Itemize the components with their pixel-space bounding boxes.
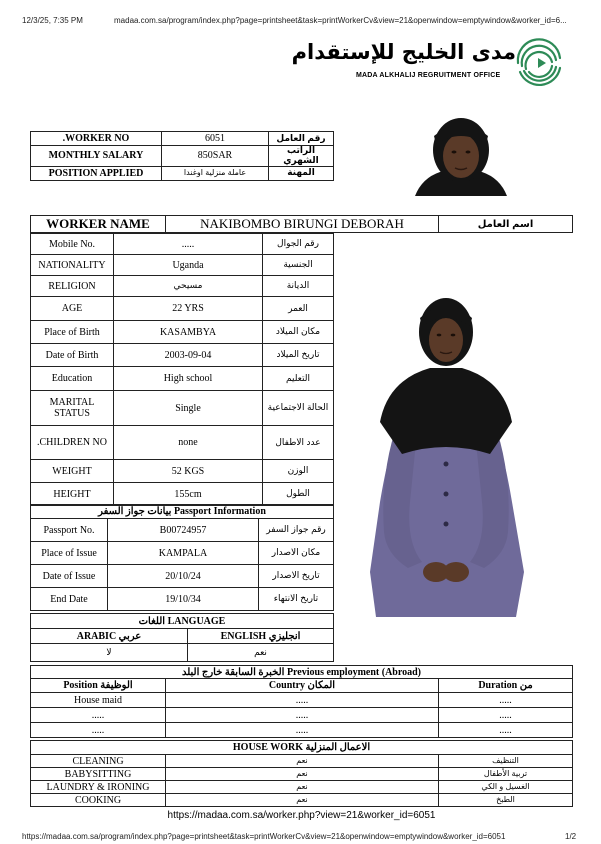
weight-label: WEIGHT bbox=[31, 460, 114, 483]
emp-position: House maid bbox=[31, 693, 166, 708]
cleaning-value: نعم bbox=[166, 755, 439, 768]
emp-duration: ..... bbox=[439, 693, 573, 708]
babysitting-value: نعم bbox=[166, 768, 439, 781]
end-date-value: 19/10/34 bbox=[108, 588, 259, 611]
education-value: High school bbox=[114, 367, 263, 391]
table-row bbox=[31, 693, 573, 708]
table-row bbox=[31, 723, 573, 738]
mobile-label: Mobile No. bbox=[31, 234, 114, 255]
worker-name-value: NAKIBOMBO BIRUNGI DEBORAH bbox=[166, 216, 439, 233]
marital-ar: الحالة الاجتماعية bbox=[263, 391, 334, 426]
details-row bbox=[31, 391, 334, 426]
position-ar: المهنة bbox=[269, 166, 334, 180]
education-ar: التعليم bbox=[263, 367, 334, 391]
issue-date-label: Date of Issue bbox=[31, 565, 108, 588]
passport-row bbox=[31, 588, 334, 611]
details-row bbox=[31, 297, 334, 321]
cooking-value: نعم bbox=[166, 794, 439, 807]
age-value: 22 YRS bbox=[114, 297, 263, 321]
worker-no-ar: رقم العامل bbox=[269, 132, 334, 146]
cleaning-label: CLEANING bbox=[31, 755, 166, 768]
height-value: 155cm bbox=[114, 483, 263, 506]
details-row bbox=[31, 344, 334, 367]
table-row bbox=[31, 781, 573, 794]
birth-date-ar: تاريخ الميلاد bbox=[263, 344, 334, 367]
details-row bbox=[31, 460, 334, 483]
babysitting-label: BABYSITTING bbox=[31, 768, 166, 781]
cleaning-ar: التنظيف bbox=[439, 755, 573, 768]
education-label: Education bbox=[31, 367, 114, 391]
employment-title: الخبرة السابقة خارج البلد Previous employment (Abroad) bbox=[31, 666, 573, 679]
marital-label: MARITAL STATUS bbox=[31, 391, 114, 426]
passport-table bbox=[30, 504, 334, 611]
language-title: اللغات LANGUAGE bbox=[31, 614, 334, 629]
end-date-label: End Date bbox=[31, 588, 108, 611]
details-table bbox=[30, 233, 334, 506]
nationality-label: NATIONALITY bbox=[31, 255, 114, 276]
english-label: ENGLISH انجليزي bbox=[188, 629, 334, 644]
print-url-bottom: https://madaa.com.sa/program/index.php?page=printsheet&task=printWorkerCv&view=21&openwindow=emptywindow&worker_id=6051 bbox=[22, 832, 506, 841]
religion-label: RELIGION bbox=[31, 276, 114, 297]
worker-name-label: WORKER NAME bbox=[31, 216, 166, 233]
details-row bbox=[31, 255, 334, 276]
worker-link[interactable] bbox=[30, 810, 573, 821]
mobile-value: ..... bbox=[114, 234, 263, 255]
emp-country: ..... bbox=[166, 708, 439, 723]
birth-date-value: 2003-09-04 bbox=[114, 344, 263, 367]
passport-row bbox=[31, 565, 334, 588]
weight-value: 52 KGS bbox=[114, 460, 263, 483]
details-row bbox=[31, 426, 334, 460]
salary-label: MONTHLY SALARY bbox=[31, 146, 162, 167]
babysitting-ar: تربية الأطفال bbox=[439, 768, 573, 781]
print-page-number: 1/2 bbox=[565, 832, 577, 841]
age-label: AGE bbox=[31, 297, 114, 321]
laundry-label: LAUNDRY & IRONING bbox=[31, 781, 166, 794]
nationality-ar: الجنسية bbox=[263, 255, 334, 276]
position-label: POSITION APPLIED bbox=[31, 166, 162, 180]
details-row bbox=[31, 483, 334, 506]
birth-place-label: Place of Birth bbox=[31, 321, 114, 344]
arabic-label: ARABIC عربي bbox=[31, 629, 188, 644]
details-row bbox=[31, 367, 334, 391]
print-url-top: madaa.com.sa/program/index.php?page=printsheet&task=printWorkerCv&view=21&openwindow=emptywindow&worker_id=6... bbox=[114, 16, 567, 25]
religion-ar: الديانة bbox=[263, 276, 334, 297]
logo-english-text: MADA ALKHALIJ REGRUITMENT OFFICE bbox=[356, 72, 501, 79]
details-row bbox=[31, 234, 334, 255]
position-value: عاملة منزلية اوغندا bbox=[162, 166, 269, 180]
laundry-ar: الغسيل و الكي bbox=[439, 781, 573, 794]
worker-no-label: .WORKER NO bbox=[31, 132, 162, 146]
col-duration: Duration من bbox=[439, 679, 573, 693]
passport-no-ar: رقم جواز السفر bbox=[259, 519, 334, 542]
laundry-value: نعم bbox=[166, 781, 439, 794]
salary-value: 850SAR bbox=[162, 146, 269, 167]
passport-row bbox=[31, 542, 334, 565]
worker-link-text[interactable]: https://madaa.com.sa/worker.php?view=21&worker_id=6051 bbox=[167, 810, 436, 821]
emp-duration: ..... bbox=[439, 708, 573, 723]
col-country: Country المكان bbox=[166, 679, 439, 693]
birth-date-label: Date of Birth bbox=[31, 344, 114, 367]
children-value: none bbox=[114, 426, 263, 460]
worker-portrait-small bbox=[410, 114, 512, 196]
emp-duration: ..... bbox=[439, 723, 573, 738]
issue-date-value: 20/10/24 bbox=[108, 565, 259, 588]
children-ar: عدد الاطفال bbox=[263, 426, 334, 460]
religion-value: مسيحي bbox=[114, 276, 263, 297]
table-row bbox=[31, 794, 573, 807]
issue-place-value: KAMPALA bbox=[108, 542, 259, 565]
cooking-ar: الطبخ bbox=[439, 794, 573, 807]
issue-place-label: Place of Issue bbox=[31, 542, 108, 565]
print-datetime: 12/3/25, 7:35 PM bbox=[22, 16, 83, 25]
details-row bbox=[31, 321, 334, 344]
salary-ar: الراتب الشهري bbox=[269, 146, 334, 167]
position-row bbox=[31, 166, 334, 180]
nationality-value: Uganda bbox=[114, 255, 263, 276]
emp-country: ..... bbox=[166, 693, 439, 708]
height-label: HEIGHT bbox=[31, 483, 114, 506]
table-row bbox=[31, 755, 573, 768]
worker-no-value: 6051 bbox=[162, 132, 269, 146]
age-ar: العمر bbox=[263, 297, 334, 321]
top-info-table bbox=[30, 131, 334, 181]
cooking-label: COOKING bbox=[31, 794, 166, 807]
height-ar: الطول bbox=[263, 483, 334, 506]
emp-position: ..... bbox=[31, 708, 166, 723]
birth-place-ar: مكان الميلاد bbox=[263, 321, 334, 344]
table-row bbox=[31, 768, 573, 781]
logo-arabic-text: مدى الخليج للإستقدام bbox=[291, 40, 516, 64]
details-row bbox=[31, 276, 334, 297]
birth-place-value: KASAMBYA bbox=[114, 321, 263, 344]
table-row bbox=[31, 708, 573, 723]
passport-title: بيانات جواز السفر Passport Information bbox=[31, 505, 334, 519]
passport-row bbox=[31, 519, 334, 542]
employment-table bbox=[30, 665, 573, 738]
housework-table bbox=[30, 740, 573, 807]
worker-photo-full bbox=[340, 272, 550, 626]
passport-no-label: Passport No. bbox=[31, 519, 108, 542]
language-table bbox=[30, 613, 334, 662]
worker-no-row bbox=[31, 132, 334, 146]
col-position: Position الوظيفة bbox=[31, 679, 166, 693]
logo-mark-icon bbox=[512, 36, 566, 90]
issue-date-ar: تاريخ الاصدار bbox=[259, 565, 334, 588]
english-value: نعم bbox=[188, 644, 334, 662]
emp-position: ..... bbox=[31, 723, 166, 738]
mobile-ar: رقم الجوال bbox=[263, 234, 334, 255]
passport-no-value: B00724957 bbox=[108, 519, 259, 542]
worker-name-ar: اسم العامل bbox=[439, 216, 573, 233]
marital-value: Single bbox=[114, 391, 263, 426]
arabic-value: لا bbox=[31, 644, 188, 662]
weight-ar: الوزن bbox=[263, 460, 334, 483]
children-label: .CHILDREN NO bbox=[31, 426, 114, 460]
worker-name-table bbox=[30, 215, 573, 233]
end-date-ar: تاريخ الانتهاء bbox=[259, 588, 334, 611]
housework-title: HOUSE WORK الاعمال المنزلية bbox=[31, 741, 573, 755]
issue-place-ar: مكان الاصدار bbox=[259, 542, 334, 565]
salary-row bbox=[31, 146, 334, 167]
emp-country: ..... bbox=[166, 723, 439, 738]
